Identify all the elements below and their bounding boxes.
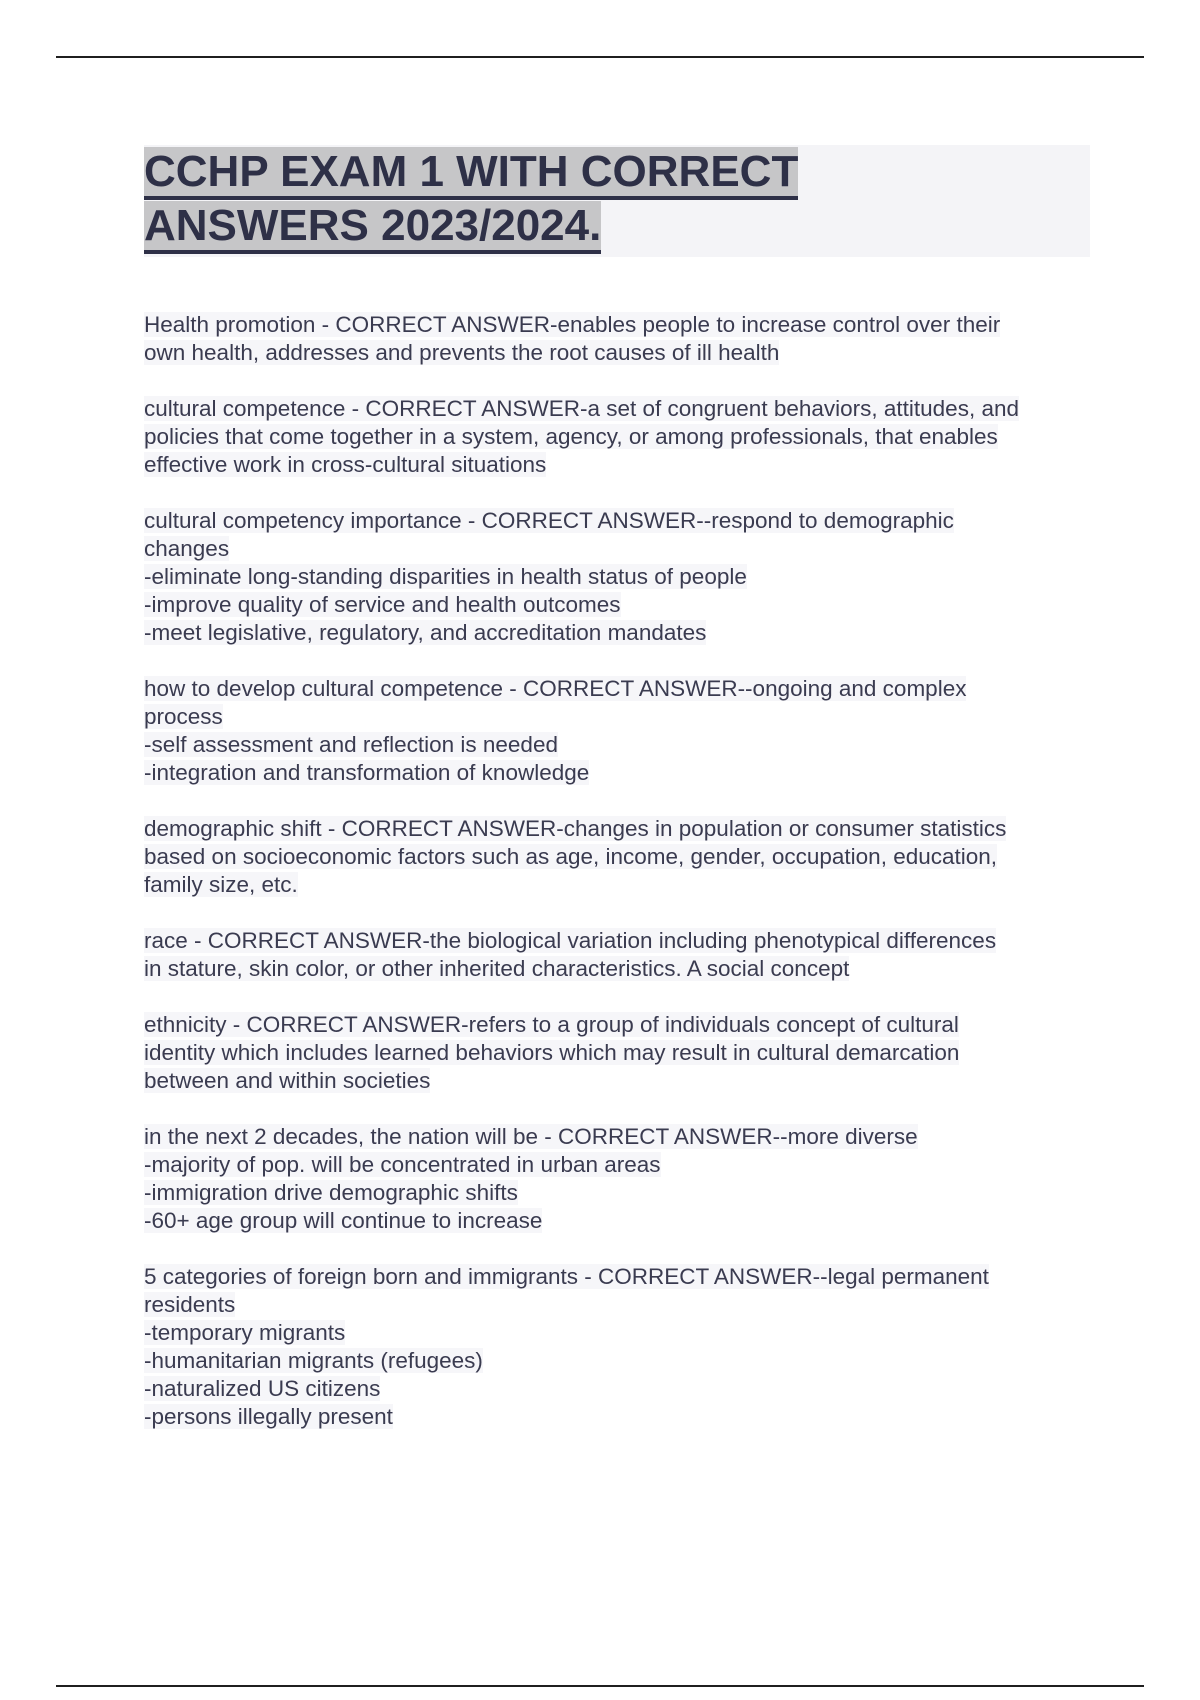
qa-line-text: in stature, skin color, or other inherited characteristics. A social concept [144, 956, 850, 981]
qa-line [144, 703, 1090, 731]
qa-item [144, 395, 1090, 479]
qa-line-text: in the next 2 decades, the nation will be - CORRECT ANSWER--more diverse [144, 1124, 918, 1149]
qa-line-text: race - CORRECT ANSWER-the biological variation including phenotypical differences [144, 928, 997, 953]
qa-line [144, 1179, 1090, 1207]
qa-line-text: -60+ age group will continue to increase [144, 1208, 543, 1233]
qa-line [144, 619, 1090, 647]
qa-line-text: ethnicity - CORRECT ANSWER-refers to a group of individuals concept of cultural [144, 1012, 959, 1037]
qa-item [144, 815, 1090, 899]
document-body [144, 145, 1090, 1459]
qa-item [144, 675, 1090, 787]
qa-line-text: -naturalized US citizens [144, 1376, 381, 1401]
qa-line [144, 731, 1090, 759]
qa-line-text: 5 categories of foreign born and immigrants - CORRECT ANSWER--legal permanent [144, 1264, 989, 1289]
qa-item [144, 927, 1090, 983]
title-line-1: CCHP EXAM 1 WITH CORRECT [144, 147, 798, 200]
qa-line-text: -integration and transformation of knowledge [144, 760, 590, 785]
title-line-2: ANSWERS 2023/2024. [144, 201, 601, 254]
qa-line-text: -majority of pop. will be concentrated in urban areas [144, 1152, 661, 1177]
qa-item [144, 1123, 1090, 1235]
qa-line [144, 1039, 1090, 1067]
qa-item [144, 311, 1090, 367]
document-title [144, 145, 1090, 257]
qa-line-text: -self assessment and reflection is needed [144, 732, 558, 757]
qa-line [144, 815, 1090, 843]
qa-line [144, 843, 1090, 871]
top-rule [56, 56, 1144, 58]
qa-line [144, 1067, 1090, 1095]
qa-line [144, 1347, 1090, 1375]
qa-line-text: residents [144, 1292, 236, 1317]
qa-line-text: effective work in cross-cultural situations [144, 452, 547, 477]
qa-line-text: -humanitarian migrants (refugees) [144, 1348, 483, 1373]
qa-line [144, 1375, 1090, 1403]
qa-line [144, 451, 1090, 479]
qa-line [144, 1319, 1090, 1347]
qa-line-text: changes [144, 536, 230, 561]
qa-line-text: -immigration drive demographic shifts [144, 1180, 518, 1205]
qa-line-text: -persons illegally present [144, 1404, 393, 1429]
qa-line [144, 1263, 1090, 1291]
qa-line [144, 1151, 1090, 1179]
qa-line [144, 563, 1090, 591]
qa-line-text: demographic shift - CORRECT ANSWER-changes in population or consumer statistics [144, 816, 1007, 841]
qa-line-text: policies that come together in a system, agency, or among professionals, that enables [144, 424, 998, 449]
qa-line [144, 423, 1090, 451]
qa-line [144, 507, 1090, 535]
qa-line-text: -eliminate long-standing disparities in health status of people [144, 564, 747, 589]
qa-line-text: cultural competency importance - CORRECT ANSWER--respond to demographic [144, 508, 954, 533]
qa-line-text: identity which includes learned behaviors which may result in cultural demarcation [144, 1040, 960, 1065]
qa-line-text: -meet legislative, regulatory, and accreditation mandates [144, 620, 707, 645]
qa-line [144, 1123, 1090, 1151]
qa-line-text: process [144, 704, 223, 729]
qa-list [144, 311, 1090, 1431]
qa-line-text: based on socioeconomic factors such as age, income, gender, occupation, education, [144, 844, 998, 869]
qa-line [144, 1291, 1090, 1319]
qa-line-text: between and within societies [144, 1068, 431, 1093]
qa-line [144, 535, 1090, 563]
qa-line-text: -improve quality of service and health outcomes [144, 592, 621, 617]
qa-line-text: cultural competence - CORRECT ANSWER-a set of congruent behaviors, attitudes, and [144, 396, 1019, 421]
qa-line [144, 1011, 1090, 1039]
qa-item [144, 507, 1090, 647]
qa-line [144, 311, 1090, 339]
qa-line [144, 675, 1090, 703]
qa-line-text: -temporary migrants [144, 1320, 346, 1345]
qa-line [144, 591, 1090, 619]
qa-line [144, 759, 1090, 787]
qa-line [144, 927, 1090, 955]
qa-line [144, 871, 1090, 899]
qa-line-text: Health promotion - CORRECT ANSWER-enables people to increase control over their [144, 312, 1001, 337]
qa-line [144, 339, 1090, 367]
qa-line [144, 395, 1090, 423]
qa-line [144, 955, 1090, 983]
bottom-rule [56, 1685, 1144, 1687]
qa-item [144, 1263, 1090, 1431]
qa-item [144, 1011, 1090, 1095]
qa-line [144, 1403, 1090, 1431]
qa-line-text: family size, etc. [144, 872, 298, 897]
qa-line [144, 1207, 1090, 1235]
qa-line-text: own health, addresses and prevents the root causes of ill health [144, 340, 780, 365]
qa-line-text: how to develop cultural competence - CORRECT ANSWER--ongoing and complex [144, 676, 967, 701]
